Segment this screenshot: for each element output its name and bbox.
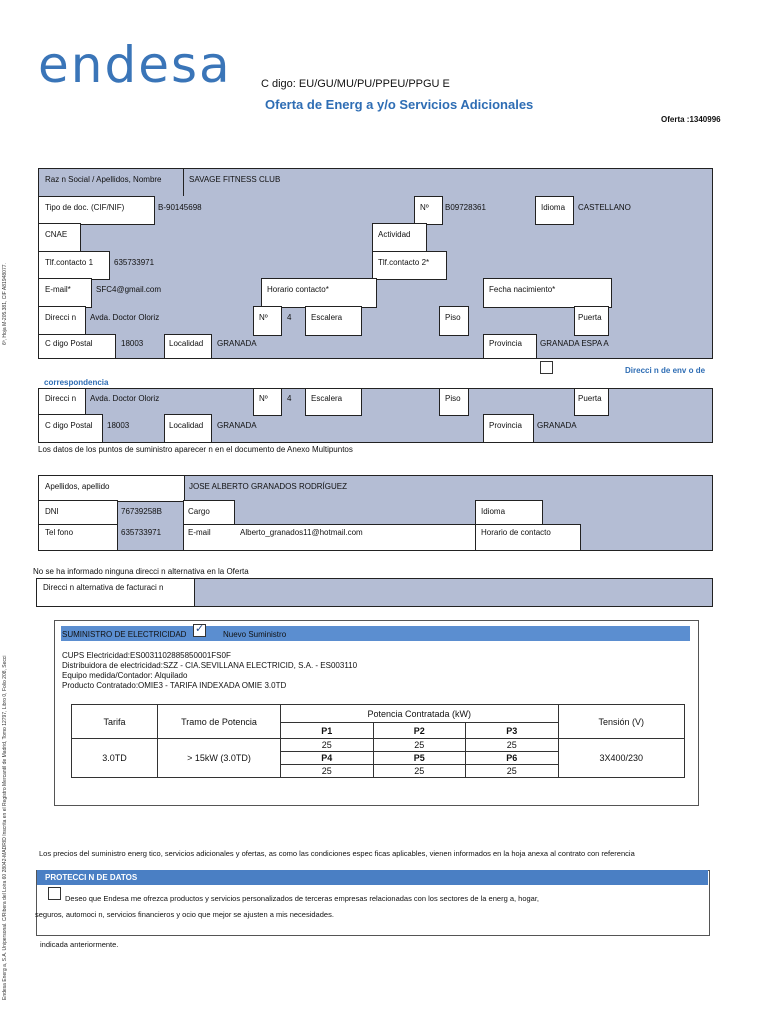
proteccion-footer: indicada anteriormente.: [40, 940, 119, 949]
apellidos-value: JOSE ALBERTO GRANADOS RODRÍGUEZ: [189, 482, 347, 491]
offer-number: Oferta :1340996: [661, 115, 721, 124]
page-title: Oferta de Energ a y/o Servicios Adicionales: [265, 97, 534, 112]
p5-header: P5: [373, 752, 466, 765]
actividad-label: Actividad: [378, 230, 411, 239]
razon-social-value: SAVAGE FITNESS CLUB: [189, 175, 281, 184]
side-legal-text: [0, 0, 12, 1024]
tramo-header: Tramo de Potencia: [158, 705, 281, 739]
cnae-label: CNAE: [45, 230, 68, 239]
c-provincia-value: GRANADA: [537, 421, 577, 430]
c-localidad-label: Localidad: [169, 421, 204, 430]
c-direccion-label: Direcci n: [45, 394, 77, 403]
p4-header: P4: [281, 752, 374, 765]
horario-label: Horario contacto*: [267, 285, 329, 294]
facturacion-label: Direcci n alternativa de facturaci n: [43, 583, 164, 592]
provincia-label: Provincia: [489, 339, 522, 348]
tarifa-value: 3.0TD: [72, 739, 158, 778]
p3-header: P3: [466, 723, 559, 739]
dni-label: DNI: [45, 507, 59, 516]
side-legal-line-1: Endesa Energ a, S.A. Unipersonal. C/Ribera del Loira 60 28042-MADRID Inscrita en el Registro Mercantil de Madrid, Tomo 12797, Libro 0, Folio 208, Secci: [2, 655, 8, 1000]
puerta-label: Puerta: [578, 313, 602, 322]
provincia-value: GRANADA ESPA A: [540, 339, 609, 348]
c-escalera-label: Escalera: [311, 394, 343, 403]
document-code: C digo: EU/GU/MU/PU/PPEU/PPGU E: [261, 78, 450, 90]
c-n-label: Nº: [259, 394, 268, 403]
tarifa-header: Tarifa: [72, 705, 158, 739]
telefono-value: 635733971: [121, 528, 162, 537]
c-localidad-value: GRANADA: [217, 421, 257, 430]
idioma-value: CASTELLANO: [578, 203, 631, 212]
p6-value: 25: [466, 765, 559, 778]
facturacion-note: No se ha informado ninguna direcci n alternativa en la Oferta: [33, 567, 249, 576]
producto-text: Producto Contratado:OMIE3 - TARIFA INDEXADA OMIE 3.0TD: [62, 681, 287, 690]
cargo-label: Cargo: [188, 507, 210, 516]
correspondencia-checkbox[interactable]: [540, 361, 553, 374]
endesa-logo: endesa: [38, 36, 232, 94]
correspondencia-title: correspondencia: [44, 378, 109, 387]
num-label: Nº: [420, 203, 429, 212]
cp-label: C digo Postal: [45, 339, 93, 348]
p4-value: 25: [281, 765, 374, 778]
proteccion-checkbox[interactable]: [48, 887, 61, 900]
tlf2-label: Tlf.contacto 2*: [378, 258, 430, 267]
tipo-doc-value: B-90145698: [158, 203, 202, 212]
c-n-value: 4: [287, 394, 292, 403]
direccion-value: Avda. Doctor Oloriz: [90, 313, 160, 322]
anexo-note: Los datos de los puntos de suministro aparecer n en el documento de Anexo Multipuntos: [38, 445, 353, 454]
c-cp-label: C digo Postal: [45, 421, 93, 430]
n-value: 4: [287, 313, 292, 322]
equipo-text: Equipo medida/Contador: Alquilado: [62, 671, 188, 680]
p6-header: P6: [466, 752, 559, 765]
p1-value: 25: [281, 739, 374, 752]
p2-header: P2: [373, 723, 466, 739]
tlf1-label: Tlf.contacto 1: [45, 258, 94, 267]
suministro-bar-label: SUMINISTRO DE ELECTRICIDAD: [62, 630, 187, 639]
proteccion-line-1: Deseo que Endesa me ofrezca productos y servicios personalizados de terceras empresas relacionadas con los sectores de la energ a, hogar,: [65, 894, 540, 903]
razon-social-label: Raz n Social / Apellidos, Nombre: [45, 175, 162, 184]
c-cp-value: 18003: [107, 421, 130, 430]
tlf1-value: 635733971: [114, 258, 155, 267]
c-piso-label: Piso: [445, 394, 461, 403]
side-legal-line-2: 6ª, Hoja M-205.381, CIF A81948077.: [2, 263, 8, 345]
proteccion-line-2: seguros, automoci n, servicios financieros y ocio que mejor se ajusten a mis necesidades.: [35, 910, 334, 919]
potencia-header: Potencia Contratada (kW): [281, 705, 559, 723]
localidad-value: GRANADA: [217, 339, 257, 348]
p1-header: P1: [281, 723, 374, 739]
c-direccion-value: Avda. Doctor Oloriz: [90, 394, 160, 403]
idioma-label: Idioma: [541, 203, 566, 212]
precios-note: Los precios del suministro energ tico, servicios adicionales y ofertas, as como las condiciones espec ficas aplicables, vienen informados en la hoja anexa al contrato con referencia: [39, 849, 635, 858]
suministro-bar: [61, 626, 690, 641]
c-puerta-label: Puerta: [578, 394, 602, 403]
tipo-doc-label: Tipo de doc. (CIF/NIF): [45, 203, 125, 212]
localidad-label: Localidad: [169, 339, 204, 348]
dni-value: 76739258B: [121, 507, 162, 516]
apellidos-label: Apellidos, apellido: [45, 482, 110, 491]
c-email-value: Alberto_granados11@hotmail.com: [240, 528, 363, 537]
correspondencia-link: Direcci n de env o de: [625, 366, 706, 375]
distribuidora-text: Distribuidora de electricidad:SZZ - CIA.SEVILLANA ELECTRICID, S.A. - ES003110: [62, 661, 358, 670]
proteccion-bar: [37, 870, 708, 885]
email-label: E-mail*: [45, 285, 71, 294]
num-value: B09728361: [445, 203, 486, 212]
n-label: Nº: [259, 313, 268, 322]
telefono-label: Tel fono: [45, 528, 74, 537]
escalera-label: Escalera: [311, 313, 343, 322]
nuevo-suministro-label: Nuevo Suministro: [223, 630, 287, 639]
c-email-label: E-mail: [188, 528, 211, 537]
c-horario-label: Horario de contacto: [481, 528, 551, 537]
divider: [183, 168, 184, 196]
direccion-label: Direcci n: [45, 313, 77, 322]
nuevo-suministro-checkbox[interactable]: [193, 624, 206, 637]
c-provincia-label: Provincia: [489, 421, 522, 430]
suministro-info: [62, 651, 357, 691]
tramo-value: > 15kW (3.0TD): [158, 739, 281, 778]
p5-value: 25: [373, 765, 466, 778]
proteccion-bar-label: PROTECCI N DE DATOS: [45, 873, 138, 882]
fecha-label: Fecha nacimiento*: [489, 285, 556, 294]
cups-text: CUPS Electricidad:ES0031102885850001FS0F: [62, 651, 231, 660]
tension-header: Tensión (V): [558, 705, 684, 739]
c-idioma-label: Idioma: [481, 507, 506, 516]
p3-value: 25: [466, 739, 559, 752]
email-value: SFC4@gmail.com: [96, 285, 162, 294]
piso-label: Piso: [445, 313, 461, 322]
potencia-table: [71, 704, 685, 778]
cp-value: 18003: [121, 339, 144, 348]
tension-value: 3X400/230: [558, 739, 684, 778]
p2-value: 25: [373, 739, 466, 752]
